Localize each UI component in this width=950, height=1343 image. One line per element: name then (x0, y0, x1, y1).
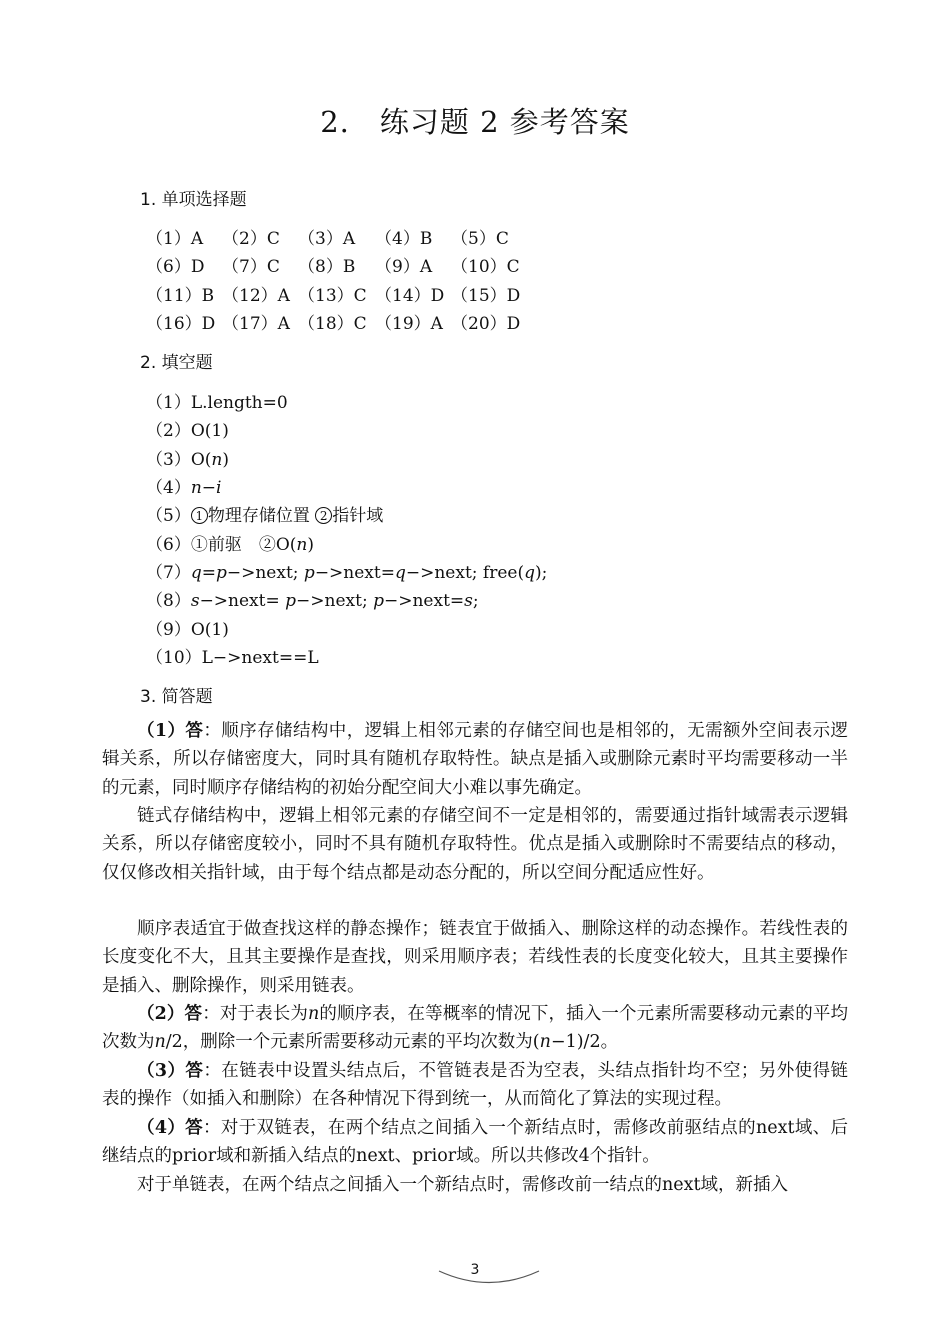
answer-text: ：顺序存储结构中，逻辑上相邻元素的存储空间也是相邻的，无需额外空间表示逻辑关系，所以存储密度大，同时具有随机存取特性。缺点是插入或删除元素时平均需要移动一半的元素，同时顺序存储结构的初始分配空间大小难以事先确定。 (102, 721, 848, 798)
answer-text: −1)/2。 (550, 1032, 619, 1053)
fill-var: p (303, 563, 315, 583)
section-heading-fill-in: 2. 填空题 (140, 353, 213, 373)
answer-paragraph (102, 1114, 848, 1171)
answer-text: ：对于双链表，在两个结点之间插入一个新结点时，需修改前驱结点的next域、后继结点的prior域和新插入结点的next、prior域。所以共修改4个指针。 (102, 1118, 848, 1167)
answer-item: （18）C (298, 314, 367, 334)
answer-lead: （2）答 (137, 1004, 203, 1024)
answer-lead: （1）答 (137, 721, 204, 741)
math-var: n (154, 1032, 166, 1053)
fill-answer (146, 473, 221, 498)
fill-var: n (211, 450, 223, 470)
fill-answer (146, 501, 383, 526)
fill-answer (146, 445, 229, 470)
answer-paragraph: 对于单链表，在两个结点之间插入一个新结点时，需修改前一结点的next域，新插入 (137, 1175, 789, 1195)
fill-var: q (524, 563, 535, 583)
circled-number: 2 (315, 507, 332, 524)
page-number-ornament (437, 1268, 541, 1288)
fill-answer (146, 586, 479, 611)
fill-text: − (201, 478, 217, 498)
answer-lead: （3）答 (137, 1061, 204, 1081)
fill-var: q (190, 563, 202, 583)
answer-paragraph (102, 1057, 848, 1114)
fill-text: −>next= (383, 591, 465, 611)
fill-var: s (190, 591, 200, 611)
answer-paragraph: 顺序表适宜于做查找这样的静态操作；链表宜于做插入、删除这样的动态操作。若线性表的长度变化不大，且其主要操作是查找，则采用顺序表；若线性表的长度变化较大，且其主要操作是插入、删除操作，则采用链表。 (102, 919, 848, 996)
fill-text: −>next; (296, 591, 374, 611)
answer-item: （15）D (451, 286, 521, 306)
fill-var: i (216, 478, 222, 498)
fill-text: −>next; (226, 563, 304, 583)
fill-text: （3）O( (146, 450, 212, 470)
section-heading-multiple-choice: 1. 单项选择题 (140, 190, 247, 210)
answer-item: （4）B (375, 229, 433, 249)
fill-answer (146, 530, 314, 555)
math-var: n (539, 1032, 551, 1053)
answer-item: （8）B (298, 257, 356, 277)
answer-item: （7）C (222, 257, 280, 277)
answer-item: （13）C (298, 286, 367, 306)
fill-text: 物理存储位置 (207, 506, 316, 526)
answer-item: （14）D (375, 286, 445, 306)
fill-var: p (285, 591, 297, 611)
fill-text: −>next; free( (405, 563, 525, 583)
answer-paragraph (102, 1000, 848, 1057)
answer-item: （11）B (146, 286, 215, 306)
answer-lead: （4）答 (137, 1118, 204, 1138)
fill-text: = (201, 563, 216, 583)
fill-var: s (464, 591, 473, 611)
answer-item: （10）C (451, 257, 520, 277)
fill-text: −>next= (199, 591, 286, 611)
answer-item: （17）A (222, 314, 290, 334)
fill-var: p (373, 591, 384, 611)
fill-answer: （2）O(1) (146, 421, 229, 441)
fill-text: ; (472, 591, 479, 611)
fill-text: ); (535, 563, 548, 583)
answer-item: （12）A (222, 286, 290, 306)
section-heading-short-answer: 3. 简答题 (140, 687, 213, 707)
answer-item: （16）D (146, 314, 216, 334)
answer-text: 的顺序表，在等概率的情况下，插入一个元素所需要移动元素的平均次数为 (102, 1004, 849, 1053)
answer-item: （3）A (298, 229, 356, 249)
answer-item: （5）C (451, 229, 509, 249)
answer-item: （20）D (451, 314, 521, 334)
fill-answer: （1）L.length=0 (146, 393, 288, 413)
fill-answer (146, 558, 547, 583)
answer-text: ：在链表中设置头结点后，不管链表是否为空表，头结点指针均不空；另外使得链表的操作（如插入和删除）在各种情况下得到统一，从而简化了算法的实现过程。 (102, 1061, 848, 1110)
math-var: n (307, 1004, 320, 1024)
answer-paragraph: 链式存储结构中，逻辑上相邻元素的存储空间不一定是相邻的，需要通过指针域需表示逻辑关系，所以存储密度较小，同时不具有随机存取特性。优点是插入或删除时不需要结点的移动，仅仅修改相关指针域，由于每个结点都是动态分配的，所以空间分配适应性好。 (102, 806, 848, 883)
page-title: 2. 练习题 2 参考答案 (320, 105, 630, 139)
fill-var: p (215, 563, 227, 583)
answer-item: （2）C (222, 229, 280, 249)
fill-text: （5） (146, 506, 191, 526)
answer-item: （1）A (146, 229, 204, 249)
circled-number: 1 (191, 507, 208, 524)
fill-text: （7） (146, 563, 191, 583)
fill-text: 指针域 (332, 506, 384, 526)
fill-answer: （9）O(1) (146, 620, 229, 640)
fill-var: n (190, 478, 202, 498)
page-number: 3 (470, 1262, 480, 1278)
fill-text: （4） (146, 478, 191, 498)
answer-item: （6）D (146, 257, 205, 277)
fill-text: （6）①前驱 ②O( (146, 535, 297, 555)
answer-paragraph (102, 717, 848, 802)
answer-item: （9）A (375, 257, 433, 277)
fill-text: （8） (146, 591, 191, 611)
answer-item: （19）A (375, 314, 443, 334)
fill-text: −>next= (314, 563, 395, 583)
answer-text: ：对于表长为 (202, 1004, 308, 1024)
fill-var: n (296, 535, 308, 555)
fill-text: ) (307, 535, 314, 555)
fill-text: ) (222, 450, 229, 470)
fill-answer: （10）L−>next==L (146, 648, 319, 668)
fill-var: q (394, 563, 406, 583)
answer-text: /2，删除一个元素所需要移动元素的平均次数为( (165, 1032, 540, 1053)
